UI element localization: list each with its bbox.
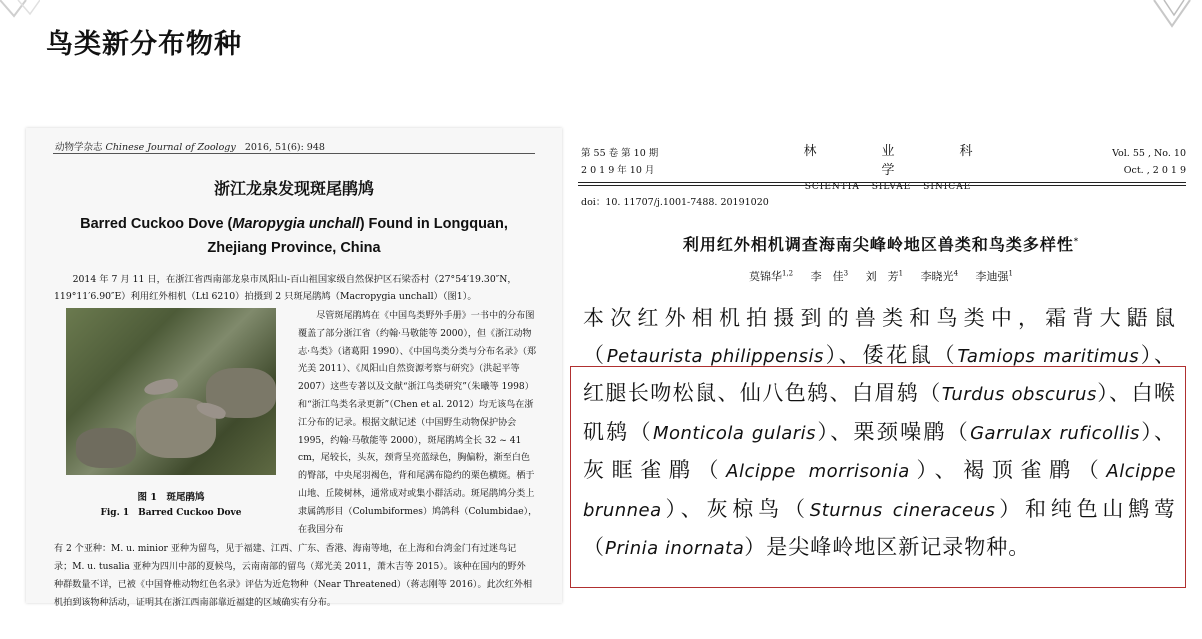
left-paper-intro: 2014 年 7 月 11 日，在浙江省西南部龙泉市凤阳山-百山祖国家级自然保护区石梁岙村（27°54′19.30″N，119°11′6.90″E）利用红外相机（Ltl 6210）拍摄到 2 只斑尾鹃鸠（Macropygia unchall）（图1）。 [54, 274, 517, 302]
date-cn: 2 0 1 9 年 10 月 [581, 165, 655, 176]
author: 李迪强$^1$ [975, 269, 1013, 283]
author: 莫锦华$^{1,2}$ [748, 269, 794, 283]
journal-name-en: SCIENTIA SILVAE SINICAE [804, 182, 972, 192]
slide-title: 鸟类新分布物种 [46, 29, 242, 60]
header-rule [53, 153, 535, 154]
header-rule-thin [578, 185, 1186, 186]
corner-decoration-left [0, 0, 40, 22]
date-en: Oct. , 2 0 1 9 [1123, 165, 1186, 176]
author: 李晓光$^4$ [920, 269, 959, 283]
author-list [572, 268, 1190, 284]
right-paper-title: 利用红外相机调查海南尖峰岭地区兽类和鸟类多样性* [682, 235, 1080, 254]
right-paper-body-text: 本次红外相机拍摄到的兽类和鸟类中，霜背大鼯鼠（Petaurista philippensis）、倭花鼠（Tamiops maritimus）、红腿长吻松鼠、仙八色鸫、白眉鸫（Turdus obscurus）、白喉矶鸫（Monticola gularis）、栗颈噪鹛（Garrulax ruficollis）、灰眶雀鹛（Alcippe morrisonia）、褐顶雀鹛（Alcippe brunnea）、灰椋鸟（Sturnus cineraceus）和纯色山鹪莺（Prinia inornata）是尖峰岭地区新记录物种。 [583, 306, 1177, 559]
journal-name-en: Chinese Journal of Zoology [105, 142, 236, 153]
right-paper-header-left [581, 145, 658, 179]
author: 刘 芳$^1$ [865, 269, 904, 283]
left-paper-header [55, 139, 325, 153]
header-rule-thick [578, 182, 1186, 183]
journal-citation: 2016, 51(6): 948 [244, 142, 325, 153]
volume-cn: 第 55 卷 第 10 期 [581, 148, 659, 159]
journal-name-cn: 林 业 科 学 [803, 144, 1038, 178]
corner-decoration-right [1150, 0, 1202, 30]
left-paper-column-text: 尽管斑尾鹃鸠在《中国鸟类野外手册》一书中的分布图覆盖了部分浙江省（约翰·马敬能等 2000），但《浙江动物志·鸟类》（诸葛阳 1990）、《中国鸟类分类与分布名录》（郑光美 2011）、《凤阳山自然资源考察与研究》（洪起平等 2007）这些专著以及文献“浙江鸟类研究”（朱曦等 1998）和“浙江鸟类名录更新”（Chen et al. 2012）均无该鸟在浙江分布的记录。根据文献记述（中国野生动物保护协会 1995，约翰·马敬能等 2000），斑尾鹃鸠全长 32 ~ 41 cm，尾较长，头灰，颈背呈亮蓝绿色，胸偏粉，渐至白色的臀部，中央尾羽褐色，背和尾满布隐约的栗色横斑。栖于山地、丘陵树林，通常成对或集小群活动。斑尾鹃鸠分类上隶属鸽形目（Columbiformes）鸠鸽科（Columbidae），在我国分布 [298, 311, 538, 535]
figure-caption-cn: 图 1 斑尾鹃鸠 [137, 492, 205, 503]
volume-en: Vol. 55 , No. 10 [1112, 148, 1186, 159]
right-paper-header-right [1112, 145, 1186, 179]
journal-name-cn: 动物学杂志 [55, 142, 103, 153]
left-paper-title-cn: 浙江龙泉发现斑尾鹃鸠 [213, 179, 374, 198]
left-paper-scan [26, 128, 562, 608]
bird-photo [66, 308, 276, 475]
doi: doi：10. 11707/j.1001-7488. 20191020 [581, 197, 769, 208]
author: 李 佳$^3$ [810, 269, 849, 283]
left-paper-title-en: Barred Cuckoo Dove (Maropygia unchall) Found in Longquan, Zhejiang Province, China [80, 216, 508, 256]
left-paper-bottom-text: 有 2 个亚种：M. u. minior 亚种为留鸟，见于福建、江西、广东、香港、海南等地，在上海和台湾金门有过迷鸟记录；M. u. tusalia 亚种为四川中部的夏候鸟，云南南部的留鸟（郑光美 2011，萧木吉等 2015）。该种在国内的野外种群数量不详，已被《中国脊椎动物红色名录》评估为近危物种（Near Threatened）（蒋志刚等 2016）。此次红外相机拍到该物种活动，证明其在浙江西南部靠近福建的区域确实有分布。 [54, 544, 533, 608]
figure-caption-en: Fig. 1 Barred Cuckoo Dove [100, 508, 242, 518]
highlight-box [570, 366, 1186, 588]
